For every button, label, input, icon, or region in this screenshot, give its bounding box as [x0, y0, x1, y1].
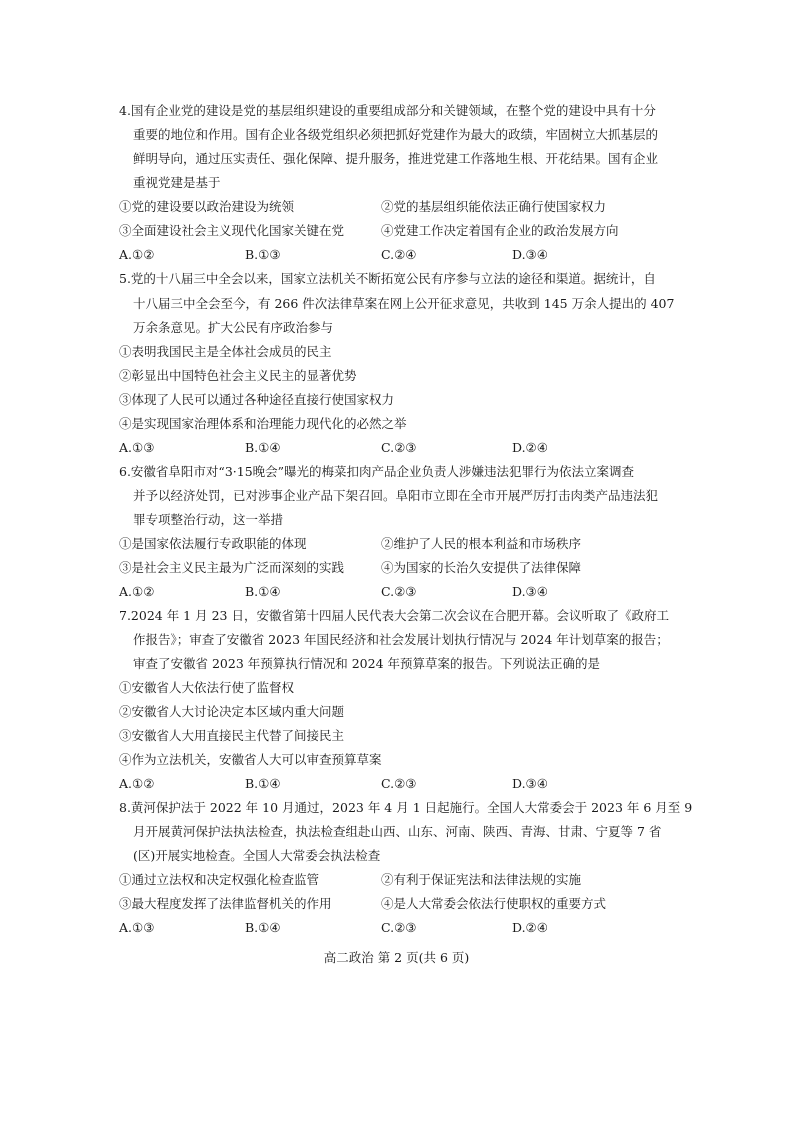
choice-a: A.①②: [119, 584, 155, 599]
question-stem-line: 重视党建是基于: [133, 175, 221, 190]
choice-a: A.①③: [119, 920, 155, 935]
question-stem-line: 重要的地位和作用。国有企业各级党组织必须把抓好党建作为最大的政绩，牢固树立大抓基层的: [133, 127, 659, 142]
choice-a: A.①②: [119, 247, 155, 262]
question-stem-line: 5.党的十八届三中全会以来，国家立法机关不断拓宽公民有序参与立法的途径和渠道。据统计，自: [119, 271, 656, 286]
question-stem-line: 4.国有企业党的建设是党的基层组织建设的重要组成部分和关键领域，在整个党的建设中具有十分: [119, 103, 656, 118]
choice-d: D.②④: [512, 440, 548, 455]
statement-2: ②彰显出中国特色社会主义民主的显著优势: [119, 368, 357, 383]
statement-1: ①通过立法权和决定权强化检查监管: [119, 872, 320, 887]
question-stem-line: 鲜明导向，通过压实责任、强化保障、提升服务，推进党建工作落地生根、开花结果。国有企业: [133, 151, 659, 166]
choice-b: B.①④: [245, 440, 281, 455]
page-footer: 高二政治 第 2 页(共 6 页): [323, 950, 470, 965]
choice-c: C.②③: [381, 920, 417, 935]
statement-4: ④作为立法机关，安徽省人大可以审查预算草案: [119, 752, 382, 767]
question-stem-line: 7.2024 年 1 月 23 日，安徽省第十四届人民代表大会第二次会议在合肥开幕。会议听取了《政府工: [119, 608, 669, 623]
choice-b: B.①④: [245, 776, 281, 791]
statement-1: ①党的建设要以政治建设为统领: [119, 199, 295, 214]
statement-1: ①安徽省人大依法行使了监督权: [119, 680, 295, 695]
question-stem-line: 审查了安徽省 2023 年预算执行情况和 2024 年预算草案的报告。下列说法正确的是: [133, 656, 601, 671]
choice-a: A.①②: [119, 776, 155, 791]
question-stem-line: 6.安徽省阜阳市对“3·15晚会”曝光的梅菜扣肉产品企业负责人涉嫌违法犯罪行为依法立案调查: [119, 464, 635, 479]
choice-b: B.①③: [245, 247, 281, 262]
statement-3: ③最大程度发挥了法律监督机关的作用: [119, 896, 332, 911]
statement-2: ②党的基层组织能依法正确行使国家权力: [381, 199, 607, 214]
statement-2: ②有利于保证宪法和法律法规的实施: [381, 872, 582, 887]
choice-d: D.③④: [512, 584, 548, 599]
statement-3: ③安徽省人大用直接民主代替了间接民主: [119, 728, 345, 743]
statement-1: ①表明我国民主是全体社会成员的民主: [119, 344, 332, 359]
statement-4: ④是人大常委会依法行使职权的重要方式: [381, 896, 607, 911]
statement-2: ②安徽省人大讨论决定本区域内重大问题: [119, 704, 345, 719]
choice-b: B.①④: [245, 920, 281, 935]
statement-3: ③全面建设社会主义现代化国家关键在党: [119, 223, 345, 238]
statement-4: ④党建工作决定着国有企业的政治发展方向: [381, 223, 619, 238]
choice-d: D.②④: [512, 920, 548, 935]
choice-c: C.②③: [381, 584, 417, 599]
choice-c: C.②③: [381, 440, 417, 455]
question-stem-line: 8.黄河保护法于 2022 年 10 月通过，2023 年 4 月 1 日起施行。全国人大常委会于 2023 年 6 月至 9: [119, 800, 693, 815]
question-stem-line: 并予以经济处罚，已对涉事企业产品下架召回。阜阳市立即在全市开展严厉打击肉类产品违法犯: [133, 488, 659, 503]
choice-b: B.①④: [245, 584, 281, 599]
question-stem-line: 十八届三中全会至今，有 266 件次法律草案在网上公开征求意见，共收到 145 万余人提出的 407: [133, 296, 675, 311]
statement-4: ④为国家的长治久安提供了法律保障: [381, 560, 582, 575]
statement-3: ③体现了人民可以通过各种途径直接行使国家权力: [119, 392, 395, 407]
question-stem-line: 罪专项整治行动，这一举措: [133, 512, 284, 527]
choice-d: D.③④: [512, 247, 548, 262]
statement-3: ③是社会主义民主最为广泛而深刻的实践: [119, 560, 345, 575]
choice-d: D.③④: [512, 776, 548, 791]
question-stem-line: 作报告》；审查了安徽省 2023 年国民经济和社会发展计划执行情况与 2024 年计划草案的报告；: [133, 632, 669, 647]
statement-2: ②维护了人民的根本利益和市场秩序: [381, 536, 582, 551]
question-stem-line: 月开展黄河保护法执法检查，执法检查组赴山西、山东、河南、陕西、青海、甘肃、宁夏等 7 省: [133, 824, 662, 839]
choice-c: C.②③: [381, 776, 417, 791]
question-stem-line: (区)开展实地检查。全国人大常委会执法检查: [133, 848, 381, 863]
choice-c: C.②④: [381, 247, 417, 262]
question-stem-line: 万余条意见。扩大公民有序政治参与: [133, 320, 334, 335]
statement-4: ④是实现国家治理体系和治理能力现代化的必然之举: [119, 416, 407, 431]
choice-a: A.①③: [119, 440, 155, 455]
statement-1: ①是国家依法履行专政职能的体现: [119, 536, 307, 551]
